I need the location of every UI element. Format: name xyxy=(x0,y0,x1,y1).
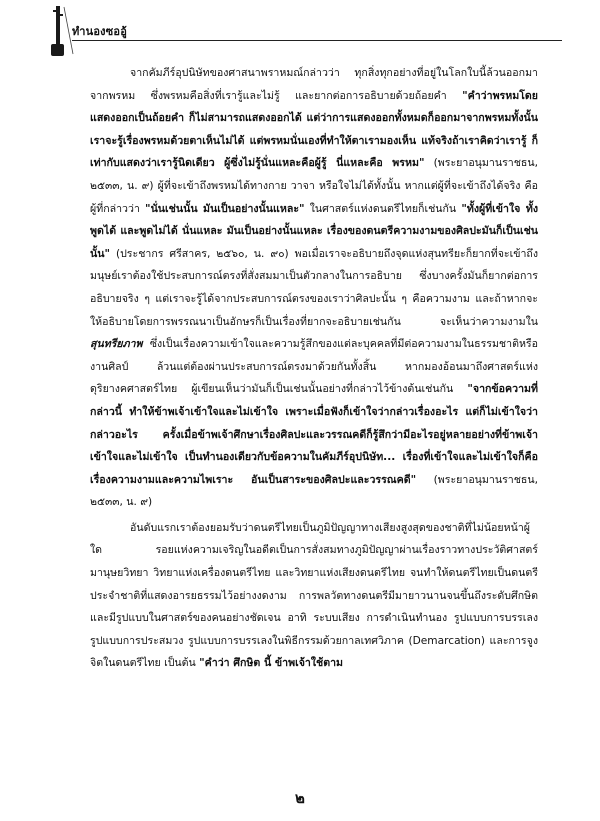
body-text xyxy=(90,62,538,675)
text-run: อันดับแรกเราต้องยอมรับว่าดนตรีไทยเป็นภูมิปัญญาทางเสียงสูงสุดของชาติที่ไม่น้อยหน้าผู้ใด รอยแห่งความเจริญในอดีตเป็นการสั่งสมทางภูมิปัญญาผ่านเรื่องราวทางประวัติศาสตร์ มานุษยวิทยา วิทยาแห่งเครื่องดนตรีไทย และวิทยาแห่งเสียงดนตรีไทย จนทำให้ดนตรีไทยเป็นดนตรีประจำชาติที่แสดงอารยธรรมไว้อย่างงดงาม การพลวัตทางดนตรีมีมายาวนานจนขึ้นถึงระดับศึกษิตและมีรูปแบบในศาสตร์ของคนอย่างชัดเจน อาทิ ระบบเสียง การดำเนินทำนอง รูปแบบการบรรเลง รูปแบบการประสมวง รูปแบบการบรรเลงในพิธีกรรมด้วยกาลเทศวิภาค (Demarcation) และการจูงจิตในดนตรีไทย เป็นต้น xyxy=(90,521,538,670)
running-title: ทำนองซออู้ xyxy=(72,25,128,38)
text-run: จากคัมภีร์อุปนิษัทของศาสนาพราหมณ์กล่าวว่า ทุกสิ่งทุกอย่างที่อยู่ในโลกใบนี้ล้วนออกมาจากพรหม ซึ่งพรหมคือสิ่งที่เรารู้และไม่รู้ และยากต่อการอธิบายด้วยถ้อยคำ xyxy=(90,67,538,102)
quoted-text: "คำว่าพรหมโดยแสดงออกเป็นถ้อยคำ ก็ไม่สามารถแสดงออกได้ แต่ว่าการแสดงออกทั้งหมดก็ออกมาจากพรหมทั้งนั้น เราจะรู้เรื่องพรหมด้วยตาเห็นไม่ได้ แต่พรหมนั่นเองที่ทำให้ตาเรามองเห็น แท้จริงถ้าเราคิดว่าเรารู้ ก็เท่ากับแสดงว่าเรารู้นิดเดียว ผู้ซึ่งไม่รู้นั่นแหละคือผู้รู้ นี่แหละคือ พรหม" xyxy=(90,89,538,170)
paragraph xyxy=(90,517,538,675)
text-run: (พระยาอนุมานราชธน, ๒๕๓๓, น. ๙) ผู้ที่จะเข้าถึงพรหมได้ทางกาย วาจา หรือใจไม่ได้ทั้งนั้น หากแต่ผู้ที่จะเข้าถึงได้จริง คือผู้ที่กล่าวว่า xyxy=(90,157,539,215)
header-rule xyxy=(72,40,562,41)
text-run: (พระยาอนุมานราชธน, ๒๕๓๓, น. ๙) xyxy=(90,473,538,509)
paragraph xyxy=(90,62,538,514)
quoted-text: "คำว่า ศึกษิต นี้ ข้าพเจ้าใช้ตาม xyxy=(199,657,344,670)
page-header xyxy=(0,0,600,60)
quoted-text: "ทั้งผู้ที่เข้าใจ ทั้งพูดได้ และพูดไม่ได้ นั่นแหละ มันเป็นอย่างนั้นแหละ เรื่องของดนตรีความงามของศิลปะมันก็เป็นเช่นนั้น" xyxy=(90,202,538,260)
page-number: ๒ xyxy=(295,789,305,807)
text-run: ซึ่งเป็นเรื่องความเข้าใจและความรู้สึกของแต่ละบุคคลที่มีต่อความงามในธรรมชาติหรืองานศิลป์ ล้วนแต่ต้องผ่านประสบการณ์ตรงมาด้วยกันทั้งสิ้น หากมองอ้อนมาถึงศาสตร์แห่งดุริยางคศาสตร์ไทย ผู้เขียนเห็นว่ามันก็เป็นเช่นนั้นอย่างที่กล่าวไว้ข้างต้นเช่นกัน xyxy=(90,338,538,396)
emphasis-term: สุนทรียภาพ xyxy=(90,338,143,351)
quoted-text: "จากข้อความที่กล่าวนี้ ทำให้ข้าพเจ้าเข้าใจและไม่เข้าใจ เพราะเมื่อฟังก็เข้าใจว่ากล่าวเรื่องอะไร แต่ก็ไม่เข้าใจว่ากล่าวอะไร ครั้งเมื่อข้าพเจ้าศึกษาเรื่องศิลปะและวรรณคดีก็รู้สึกว่ามีอะไรอยู่หลายอย่างที่ข้าพเจ้าเข้าใจและไม่เข้าใจ เป็นทำนองเดียวกับข้อความในคัมภีร์อุปนิษัท... เรื่องที่เข้าใจและไม่เข้าใจก็คือเรื่องความงามและความไพเราะ อันเป็นสาระของศิลปะและวรรณคดี" xyxy=(90,383,538,486)
text-run: (ประชากร ศรีสาคร, ๒๕๖๐, น. ๙๐) พอเมื่อเราจะอธิบายถึงจุดแห่งสุนทรียะก็ยากที่จะเข้าถึง มนุษย์เราต้องใช้ประสบการณ์ตรงที่สั่งสมมาเป็นตัวกลางในการอธิบาย ซึ่งบางครั้งมันก็ยากต่อการอธิบายจริง ๆ แต่เราจะรู้ได้จากประสบการณ์ตรงของเราว่าศิลปะนั้น ๆ คือความงาม และถ้าหากจะให้อธิบายโดยการพรรณนาเป็นอักษรก็เป็นเรื่องที่ยากจะอธิบายเช่นกัน จะเห็นว่าความงามใน xyxy=(90,247,538,328)
quoted-text: "นั่นเช่นนั้น มันเป็นอย่างนั้นแหละ" xyxy=(145,202,305,215)
text-run: ในศาสตร์แห่งดนตรีไทยก็เช่นกัน xyxy=(304,202,462,215)
